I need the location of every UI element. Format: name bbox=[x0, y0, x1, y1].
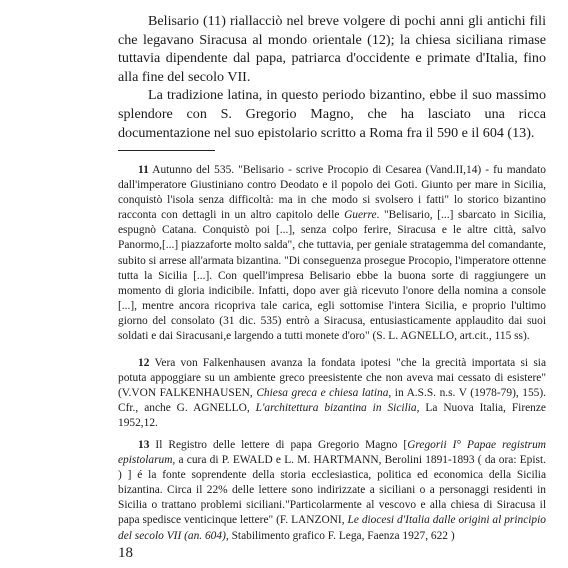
main-text bbox=[118, 12, 546, 142]
footnote-number: 11 bbox=[138, 164, 149, 176]
footnote-number: 13 bbox=[138, 439, 150, 451]
page-number: 18 bbox=[118, 545, 133, 561]
footnote-11 bbox=[118, 163, 546, 344]
footnote-number: 12 bbox=[138, 357, 150, 369]
body-paragraph: Belisario (11) riallacciò nel breve volgere di pochi anni gli antichi fili che legavano Siracusa al mondo orientale (12); la chiesa siciliana rimase tuttavia dipendente dal papa, patriarca d'occidente e primate d'Italia, fino alla fine del secolo VII. bbox=[118, 13, 546, 85]
footnote-12 bbox=[118, 356, 546, 431]
footnote-text: 12 Vera von Falkenhausen avanza la fondata ipotesi "che la grecità importata si sia potuta appoggiare su un ambiente greco preesistente che non aveva mai cessato di esistere" (V.VON FALKENHAUSEN, Chiesa greca e chiesa latina, in A.S.S. n.s. V (1978-79), 155). Cfr., anche G. AGNELLO, L'architettura bizantina in Sicilia, La Nuova Italia, Firenze 1952,12. bbox=[118, 357, 546, 430]
footnote-text: 11 Autunno del 535. "Belisario - scrive Procopio di Cesarea (Vand.II,14) - fu mandato dall'imperatore Giustiniano contro Deodato e il popolo dei Goti. Giunto per mare in Sicilia, conquistò l'isola senza difficoltà: ma in che modo si svolsero i fatti" lo storico bizantino racconta con dettagli in un altro capitolo delle Guerre. "Belisario, [...] sbarcato in Sicilia, espugnò Catana. Conquistò poi [...], senza colpo ferire, Siracusa e le altre città, salvo Panormo,[...] piazzaforte molto salda", che tuttavia, per geniale stratagemma del comandante, subito si arrese all'armata bizantina. "Di conseguenza prosegue Procopio, l'imperatore ottenne tutta la Sicilia [...]. Con quell'impresa Belisario ebbe la buona sorte di raggiungere un momento di gloria indicibile. Infatti, dopo aver già ricevuto l'onore della nomina a console [...], mentre ancora ricopriva tale carica, egli sottomise l'intera Sicilia, e proprio l'ultimo giorno del consolato (31 dic. 535) entrò a Siracusa, entusiasticamente applaudito dai suoi soldati e dai Siracusani,e largendo a tutti monete d'oro" (S. L. AGNELLO, art.cit., 115 ss). bbox=[118, 164, 546, 343]
footnote-13 bbox=[118, 438, 546, 544]
body-paragraph: La tradizione latina, in questo periodo bizantino, ebbe il suo massimo splendore con S. Gregorio Magno, che ha lasciato una ricca documentazione nel suo epistolario scritto a Roma fra il 590 e il 604 (13). bbox=[118, 87, 546, 141]
footnote-separator bbox=[118, 150, 215, 151]
footnote-text: 13 Il Registro delle lettere di papa Gregorio Magno [Gregorii I° Papae registrum epistolarum, a cura di P. EWALD e L. M. HARTMANN, Berolini 1891-1893 ( da ora: Epist. ) ] é la fonte soprendente della storia ecclesiastica, politica ed economica della Sicilia bizantina. Circa il 22% delle lettere sono indirizzate a siciliani o a personaggi residenti in Sicilia o trattano problemi siciliani."Particolarmente al vescovo e alla chiesa di Siracusa il papa spedisce venticinque lettere" (F. LANZONI, Le diocesi d'Italia dalle origini al principio del secolo VII (an. 604), Stabilimento grafico F. Lega, Faenza 1927, 622 ) bbox=[118, 439, 546, 542]
